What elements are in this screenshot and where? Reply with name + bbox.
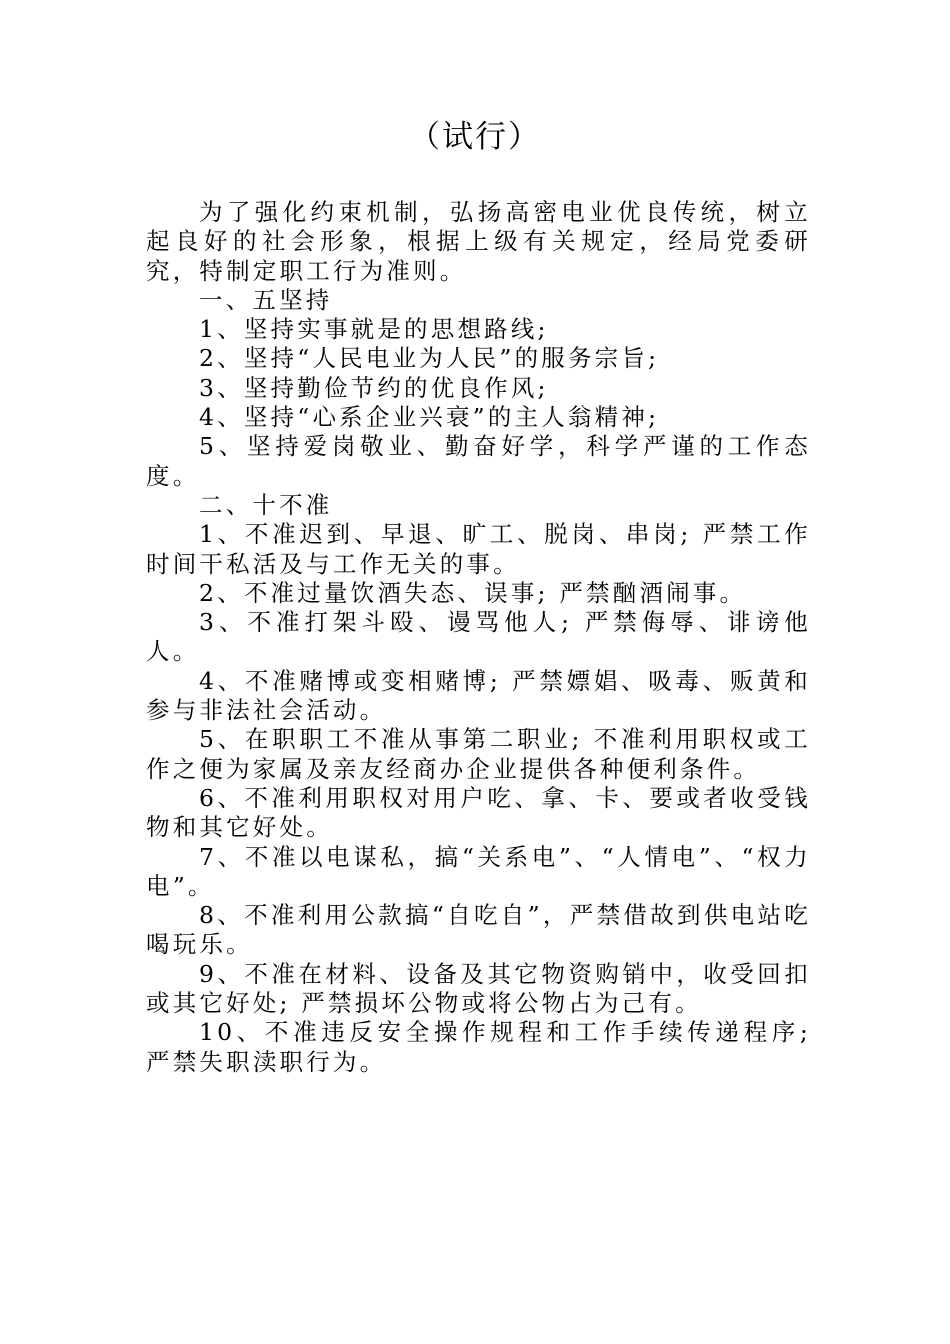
list-item: 6、不准利用职权对用户吃、拿、卡、要或者收受钱物和其它好处。 [146,783,811,842]
intro-paragraph: 为了强化约束机制，弘扬高密电业优良传统，树立起良好的社会形象，根据上级有关规定，经局党委研究，特制定职工行为准则。 [146,198,811,285]
list-item: 1、不准迟到、早退、旷工、脱岗、串岗; 严禁工作时间干私活及与工作无关的事。 [146,520,811,578]
list-item: 3、坚持勤俭节约的优良作风; [199,373,549,402]
section-heading-ten-prohibitions: 二、十不准 [199,490,333,519]
list-item: 4、坚持“心系企业兴衰”的主人翁精神; [199,403,660,432]
document-body [146,198,811,1077]
section-heading-five-adherences: 一、五坚持 [199,285,333,314]
list-item: 5、在职职工不准从事第二职业; 不准利用职权或工作之便为家属及亲友经商办企业提供各种便利条件。 [146,725,811,783]
list-item: 2、坚持“人民电业为人民”的服务宗旨; [199,344,660,373]
list-item: 2、不准过量饮酒失态、误事; 严禁酗酒闹事。 [199,578,747,607]
document-title: （试行） [409,119,541,155]
list-item: 9、不准在材料、设备及其它物资购销中，收受回扣或其它好处; 严禁损坏公物或将公物占为己有。 [146,959,811,1018]
list-item: 7、不准以电谋私，搞“关系电”、“人情电”、“权力电”。 [146,842,811,900]
list-item: 10、不准违反安全操作规程和工作手续传递程序; 严禁失职渎职行为。 [146,1018,811,1076]
list-item: 8、不准利用公款搞“自吃自”，严禁借故到供电站吃喝玩乐。 [146,901,811,959]
list-item: 4、不准赌博或变相赌博; 严禁嫖娼、吸毒、贩黄和参与非法社会活动。 [146,666,811,725]
list-item: 3、不准打架斗殴、谩骂他人; 严禁侮辱、诽谤他人。 [146,608,811,666]
list-item: 5、坚持爱岗敬业、勤奋好学，科学严谨的工作态度。 [146,432,811,490]
list-item: 1、坚持实事就是的思想路线; [199,315,549,344]
